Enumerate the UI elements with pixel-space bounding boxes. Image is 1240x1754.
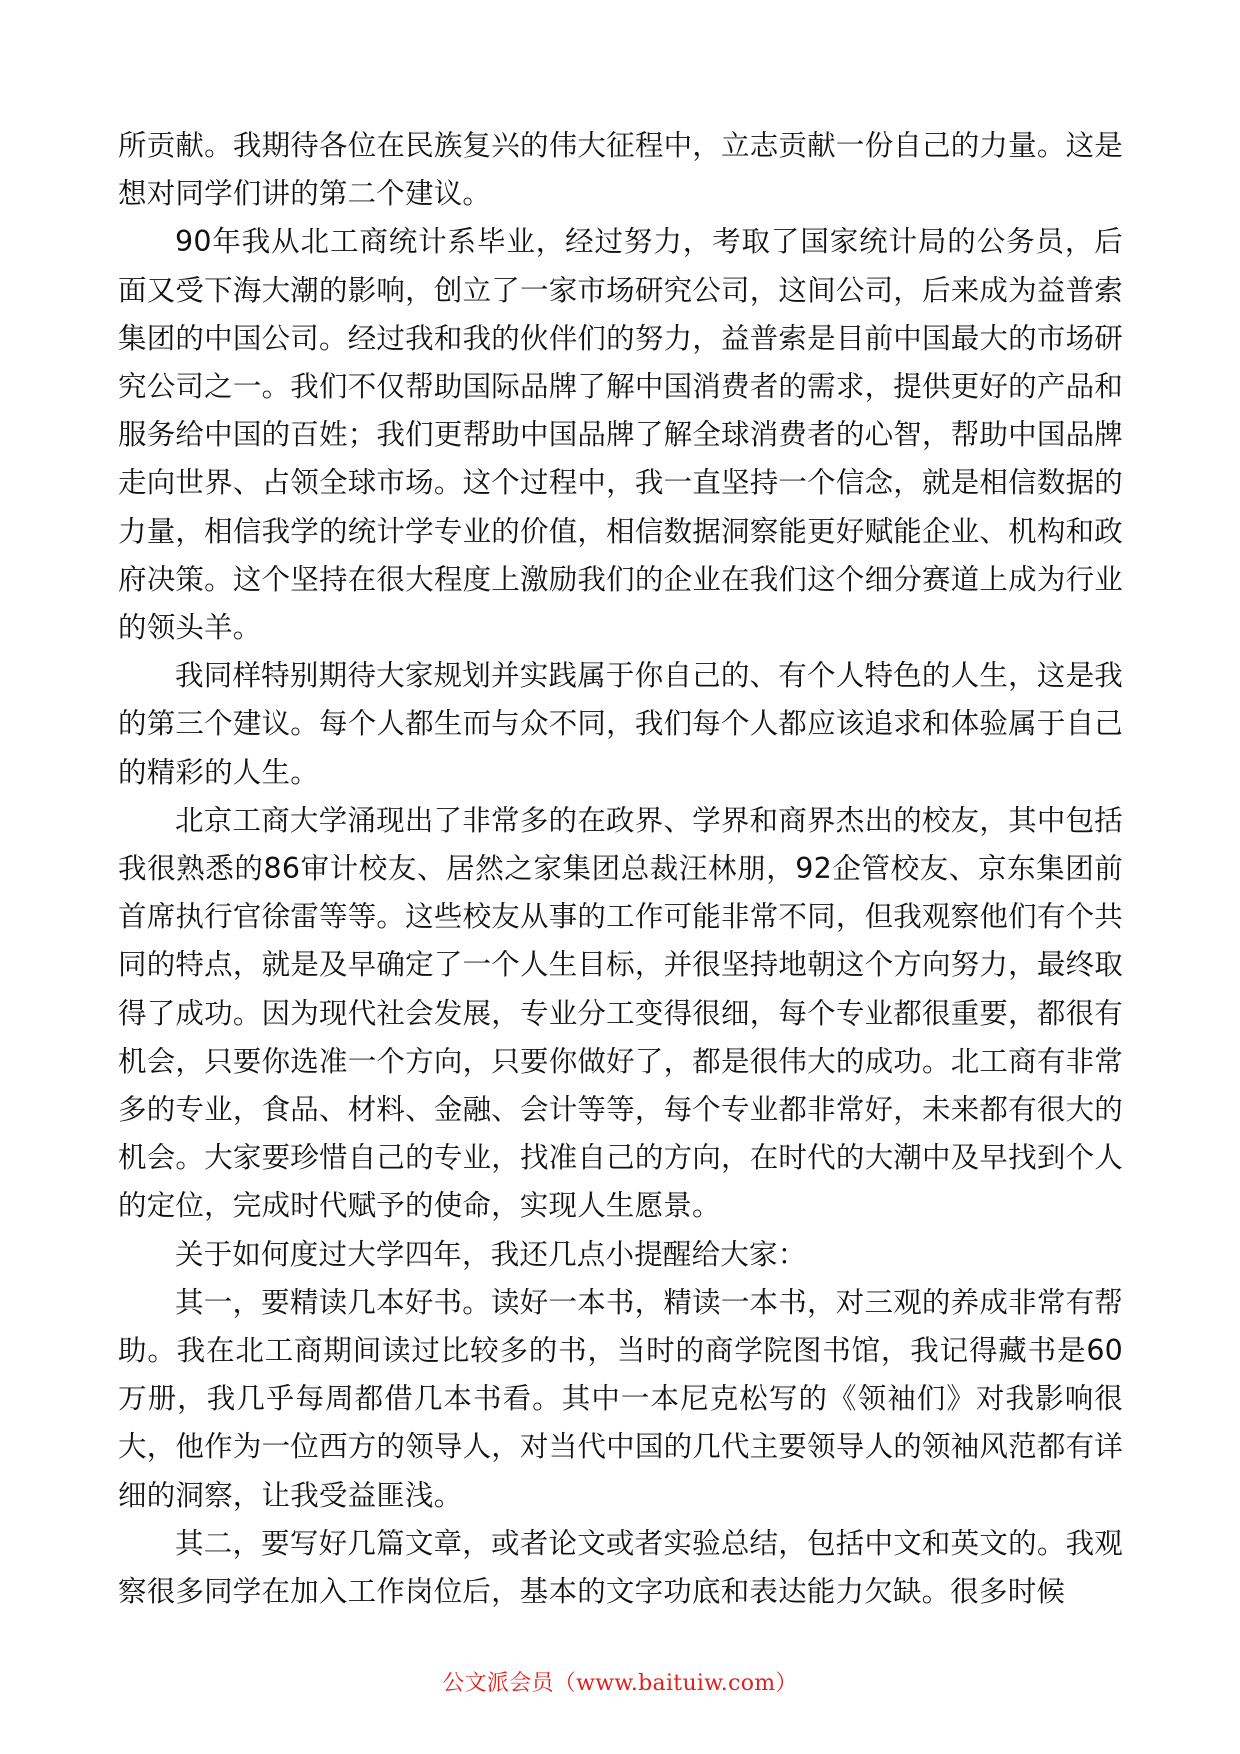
paragraph-career: 90年我从北工商统计系毕业，经过努力，考取了国家统计局的公务员，后面又受下海大潮的影响，创立了一家市场研究公司，这间公司，后来成为益普索集团的中国公司。经过我和我的伙伴们的努力，益普索是目前中国最大的市场研究公司之一。我们不仅帮助国际品牌了解中国消费者的需求，提供更好的产品和服务给中国的百姓；我们更帮助中国品牌了解全球消费者的心智，帮助中国品牌走向世界、占领全球市场。这个过程中，我一直坚持一个信念，就是相信数据的力量，相信我学的统计学专业的价值，相信数据洞察能更好赋能企业、机构和政府决策。这个坚持在很大程度上激励我们的企业在我们这个细分赛道上成为行业的领头羊。 [118, 225, 1123, 645]
document-body [118, 122, 1123, 1616]
paragraph-third-suggestion: 我同样特别期待大家规划并实践属于你自己的、有个人特色的人生，这是我的第三个建议。每个人都生而与众不同，我们每个人都应该追求和体验属于自己的精彩的人生。 [118, 659, 1123, 789]
paragraph-writing: 其二，要写好几篇文章，或者论文或者实验总结，包括中文和英文的。我观察很多同学在加入工作岗位后，基本的文字功底和表达能力欠缺。很多时候 [118, 1526, 1123, 1609]
footer-watermark: 公文派会员（www.baituiw.com） [442, 1671, 798, 1696]
paragraph-reading: 其一，要精读几本好书。读好一本书，精读一本书，对三观的养成非常有帮助。我在北工商期间读过比较多的书，当时的商学院图书馆，我记得藏书是60万册，我几乎每周都借几本书看。其中一本尼克松写的《领袖们》对我影响很大，他作为一位西方的领导人，对当代中国的几代主要领导人的领袖风范都有详细的洞察，让我受益匪浅。 [118, 1285, 1123, 1512]
paragraph-continuation: 所贡献。我期待各位在民族复兴的伟大征程中，立志贡献一份自己的力量。这是想对同学们讲的第二个建议。 [118, 129, 1123, 211]
paragraph-reminders-intro: 关于如何度过大学四年，我还几点小提醒给大家： [175, 1237, 807, 1271]
paragraph-alumni: 北京工商大学涌现出了非常多的在政界、学界和商界杰出的校友，其中包括我很熟悉的86审计校友、居然之家集团总裁汪林朋，92企管校友、京东集团前首席执行官徐雷等等。这些校友从事的工作可能非常不同，但我观察他们有个共同的特点，就是及早确定了一个人生目标，并很坚持地朝这个方向努力，最终取得了成功。因为现代社会发展，专业分工变得很细，每个专业都很重要，都很有机会，只要你选准一个方向，只要你做好了，都是很伟大的成功。北工商有非常多的专业，食品、材料、金融、会计等等，每个专业都非常好，未来都有很大的机会。大家要珍惜自己的专业，找准自己的方向，在时代的大潮中及早找到个人的定位，完成时代赋予的使命，实现人生愿景。 [118, 803, 1123, 1223]
